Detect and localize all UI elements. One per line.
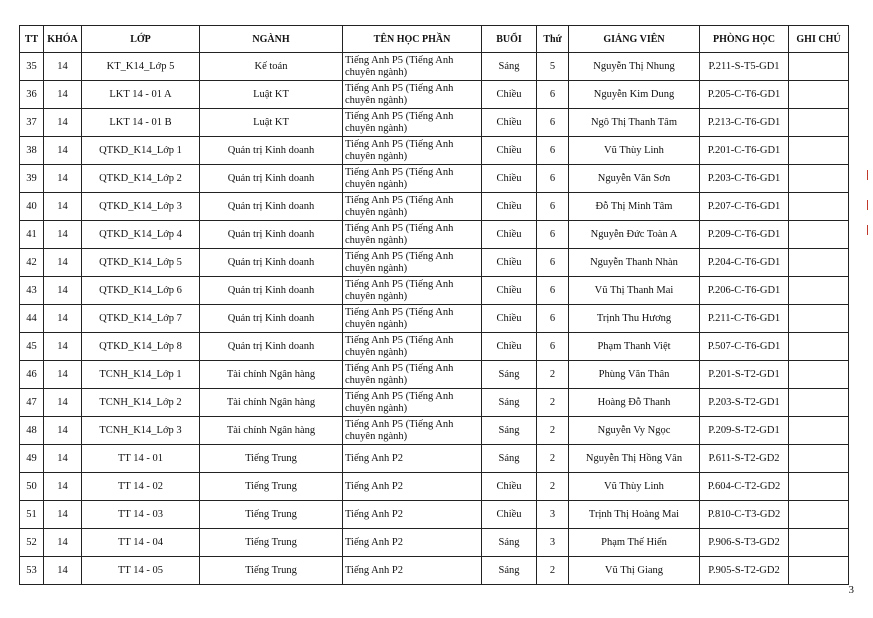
cell-nganh: Quản trị Kinh doanh <box>200 333 343 361</box>
cell-thu: 2 <box>537 445 569 473</box>
cell-ghi-chu <box>789 221 849 249</box>
cell-lop: KT_K14_Lớp 5 <box>82 53 200 81</box>
cell-lop: QTKD_K14_Lớp 4 <box>82 221 200 249</box>
cell-lop: TT 14 - 01 <box>82 445 200 473</box>
cell-tt: 52 <box>20 529 44 557</box>
cell-buoi: Sáng <box>482 445 537 473</box>
cell-ghi-chu <box>789 417 849 445</box>
cell-phong-hoc: P.209-S-T2-GD1 <box>700 417 789 445</box>
cell-giang-vien: Ngô Thị Thanh Tâm <box>569 109 700 137</box>
cell-tt: 44 <box>20 305 44 333</box>
cell-thu: 2 <box>537 361 569 389</box>
header-thu: Thứ <box>537 26 569 53</box>
cell-ten-hoc-phan: Tiếng Anh P5 (Tiếng Anh chuyên ngành) <box>343 249 482 277</box>
cell-phong-hoc: P.507-C-T6-GD1 <box>700 333 789 361</box>
cell-buoi: Chiều <box>482 193 537 221</box>
cell-tt: 53 <box>20 557 44 585</box>
cell-ten-hoc-phan: Tiếng Anh P2 <box>343 529 482 557</box>
cell-lop: LKT 14 - 01 A <box>82 81 200 109</box>
cell-ten-hoc-phan: Tiếng Anh P2 <box>343 501 482 529</box>
cell-khoa: 14 <box>44 109 82 137</box>
header-ghi-chu: GHI CHÚ <box>789 26 849 53</box>
cell-lop: QTKD_K14_Lớp 1 <box>82 137 200 165</box>
cell-buoi: Sáng <box>482 53 537 81</box>
cell-tt: 37 <box>20 109 44 137</box>
cell-ghi-chu <box>789 53 849 81</box>
cell-thu: 6 <box>537 221 569 249</box>
cell-ten-hoc-phan: Tiếng Anh P5 (Tiếng Anh chuyên ngành) <box>343 333 482 361</box>
table-row <box>20 333 849 361</box>
cell-nganh: Quản trị Kinh doanh <box>200 249 343 277</box>
cell-phong-hoc: P.206-C-T6-GD1 <box>700 277 789 305</box>
table-body <box>20 53 849 585</box>
cell-buoi: Sáng <box>482 529 537 557</box>
cell-buoi: Sáng <box>482 361 537 389</box>
cell-giang-vien: Phạm Thanh Việt <box>569 333 700 361</box>
cell-tt: 51 <box>20 501 44 529</box>
cell-lop: TCNH_K14_Lớp 1 <box>82 361 200 389</box>
table-row <box>20 305 849 333</box>
cell-thu: 6 <box>537 333 569 361</box>
cell-khoa: 14 <box>44 445 82 473</box>
cell-ten-hoc-phan: Tiếng Anh P5 (Tiếng Anh chuyên ngành) <box>343 221 482 249</box>
cell-thu: 6 <box>537 137 569 165</box>
table-row <box>20 81 849 109</box>
cell-giang-vien: Nguyễn Kim Dung <box>569 81 700 109</box>
cell-khoa: 14 <box>44 305 82 333</box>
cell-giang-vien: Vũ Thị Giang <box>569 557 700 585</box>
margin-mark <box>867 170 871 180</box>
cell-lop: TT 14 - 02 <box>82 473 200 501</box>
cell-lop: QTKD_K14_Lớp 2 <box>82 165 200 193</box>
cell-phong-hoc: P.905-S-T2-GD2 <box>700 557 789 585</box>
cell-lop: TCNH_K14_Lớp 3 <box>82 417 200 445</box>
cell-ten-hoc-phan: Tiếng Anh P5 (Tiếng Anh chuyên ngành) <box>343 417 482 445</box>
margin-mark <box>867 225 871 235</box>
table-row <box>20 361 849 389</box>
cell-khoa: 14 <box>44 81 82 109</box>
table-row <box>20 193 849 221</box>
cell-giang-vien: Phùng Văn Thân <box>569 361 700 389</box>
cell-ten-hoc-phan: Tiếng Anh P5 (Tiếng Anh chuyên ngành) <box>343 137 482 165</box>
cell-phong-hoc: P.211-C-T6-GD1 <box>700 305 789 333</box>
cell-lop: QTKD_K14_Lớp 6 <box>82 277 200 305</box>
table-row <box>20 501 849 529</box>
cell-ghi-chu <box>789 305 849 333</box>
cell-nganh: Quản trị Kinh doanh <box>200 165 343 193</box>
cell-khoa: 14 <box>44 501 82 529</box>
cell-ten-hoc-phan: Tiếng Anh P5 (Tiếng Anh chuyên ngành) <box>343 109 482 137</box>
cell-giang-vien: Nguyễn Thị Hồng Vân <box>569 445 700 473</box>
cell-ghi-chu <box>789 501 849 529</box>
cell-buoi: Chiều <box>482 249 537 277</box>
table-row <box>20 445 849 473</box>
header-giang-vien: GIẢNG VIÊN <box>569 26 700 53</box>
cell-nganh: Kế toán <box>200 53 343 81</box>
cell-phong-hoc: P.604-C-T2-GD2 <box>700 473 789 501</box>
cell-ten-hoc-phan: Tiếng Anh P5 (Tiếng Anh chuyên ngành) <box>343 305 482 333</box>
cell-ten-hoc-phan: Tiếng Anh P2 <box>343 473 482 501</box>
cell-nganh: Luật KT <box>200 81 343 109</box>
cell-giang-vien: Nguyễn Văn Sơn <box>569 165 700 193</box>
cell-khoa: 14 <box>44 277 82 305</box>
cell-giang-vien: Vũ Thùy Linh <box>569 137 700 165</box>
cell-tt: 48 <box>20 417 44 445</box>
cell-buoi: Chiều <box>482 277 537 305</box>
table-row <box>20 249 849 277</box>
cell-khoa: 14 <box>44 165 82 193</box>
cell-khoa: 14 <box>44 193 82 221</box>
cell-ghi-chu <box>789 529 849 557</box>
cell-giang-vien: Nguyễn Đức Toàn A <box>569 221 700 249</box>
table-row <box>20 529 849 557</box>
cell-giang-vien: Trịnh Thu Hương <box>569 305 700 333</box>
cell-tt: 43 <box>20 277 44 305</box>
cell-tt: 46 <box>20 361 44 389</box>
cell-lop: TT 14 - 03 <box>82 501 200 529</box>
margin-mark <box>867 200 871 210</box>
table-row <box>20 53 849 81</box>
cell-tt: 49 <box>20 445 44 473</box>
cell-phong-hoc: P.207-C-T6-GD1 <box>700 193 789 221</box>
cell-buoi: Chiều <box>482 221 537 249</box>
header-lop: LỚP <box>82 26 200 53</box>
header-row <box>20 26 849 53</box>
table-row <box>20 165 849 193</box>
cell-phong-hoc: P.209-C-T6-GD1 <box>700 221 789 249</box>
cell-khoa: 14 <box>44 473 82 501</box>
cell-phong-hoc: P.611-S-T2-GD2 <box>700 445 789 473</box>
cell-tt: 41 <box>20 221 44 249</box>
cell-tt: 47 <box>20 389 44 417</box>
cell-giang-vien: Đỗ Thị Minh Tâm <box>569 193 700 221</box>
cell-nganh: Quản trị Kinh doanh <box>200 305 343 333</box>
table-row <box>20 277 849 305</box>
cell-lop: QTKD_K14_Lớp 5 <box>82 249 200 277</box>
header-buoi: BUỔI <box>482 26 537 53</box>
cell-khoa: 14 <box>44 333 82 361</box>
cell-phong-hoc: P.201-S-T2-GD1 <box>700 361 789 389</box>
cell-khoa: 14 <box>44 389 82 417</box>
cell-lop: TT 14 - 05 <box>82 557 200 585</box>
cell-lop: QTKD_K14_Lớp 8 <box>82 333 200 361</box>
cell-ten-hoc-phan: Tiếng Anh P5 (Tiếng Anh chuyên ngành) <box>343 361 482 389</box>
cell-thu: 2 <box>537 417 569 445</box>
cell-lop: TT 14 - 04 <box>82 529 200 557</box>
table-row <box>20 473 849 501</box>
cell-tt: 36 <box>20 81 44 109</box>
cell-nganh: Tiếng Trung <box>200 557 343 585</box>
cell-buoi: Chiều <box>482 81 537 109</box>
table-row <box>20 221 849 249</box>
table-row <box>20 389 849 417</box>
cell-nganh: Tiếng Trung <box>200 473 343 501</box>
cell-nganh: Luật KT <box>200 109 343 137</box>
cell-buoi: Sáng <box>482 417 537 445</box>
cell-phong-hoc: P.201-C-T6-GD1 <box>700 137 789 165</box>
cell-giang-vien: Trịnh Thị Hoàng Mai <box>569 501 700 529</box>
cell-nganh: Quản trị Kinh doanh <box>200 221 343 249</box>
cell-giang-vien: Vũ Thùy Linh <box>569 473 700 501</box>
page-number: 3 <box>848 584 854 596</box>
cell-khoa: 14 <box>44 557 82 585</box>
cell-tt: 35 <box>20 53 44 81</box>
cell-phong-hoc: P.205-C-T6-GD1 <box>700 81 789 109</box>
cell-phong-hoc: P.906-S-T3-GD2 <box>700 529 789 557</box>
cell-tt: 45 <box>20 333 44 361</box>
cell-thu: 6 <box>537 193 569 221</box>
cell-buoi: Chiều <box>482 305 537 333</box>
cell-tt: 50 <box>20 473 44 501</box>
cell-nganh: Tiếng Trung <box>200 445 343 473</box>
cell-khoa: 14 <box>44 529 82 557</box>
cell-tt: 38 <box>20 137 44 165</box>
cell-khoa: 14 <box>44 417 82 445</box>
table-row <box>20 137 849 165</box>
cell-giang-vien: Vũ Thị Thanh Mai <box>569 277 700 305</box>
cell-phong-hoc: P.203-C-T6-GD1 <box>700 165 789 193</box>
cell-khoa: 14 <box>44 137 82 165</box>
cell-giang-vien: Phạm Thế Hiển <box>569 529 700 557</box>
cell-giang-vien: Nguyễn Thanh Nhàn <box>569 249 700 277</box>
header-khoa: KHÓA <box>44 26 82 53</box>
cell-nganh: Tiếng Trung <box>200 501 343 529</box>
cell-giang-vien: Nguyễn Vy Ngọc <box>569 417 700 445</box>
cell-lop: QTKD_K14_Lớp 3 <box>82 193 200 221</box>
cell-nganh: Quản trị Kinh doanh <box>200 277 343 305</box>
cell-ghi-chu <box>789 137 849 165</box>
cell-nganh: Tài chính Ngân hàng <box>200 417 343 445</box>
table-row <box>20 417 849 445</box>
cell-thu: 6 <box>537 305 569 333</box>
header-tt: TT <box>20 26 44 53</box>
cell-tt: 40 <box>20 193 44 221</box>
cell-thu: 3 <box>537 529 569 557</box>
cell-nganh: Tài chính Ngân hàng <box>200 361 343 389</box>
cell-ten-hoc-phan: Tiếng Anh P5 (Tiếng Anh chuyên ngành) <box>343 165 482 193</box>
cell-ghi-chu <box>789 165 849 193</box>
cell-buoi: Chiều <box>482 109 537 137</box>
cell-thu: 2 <box>537 557 569 585</box>
cell-ghi-chu <box>789 193 849 221</box>
table-row <box>20 109 849 137</box>
cell-ghi-chu <box>789 473 849 501</box>
cell-ten-hoc-phan: Tiếng Anh P5 (Tiếng Anh chuyên ngành) <box>343 81 482 109</box>
cell-ghi-chu <box>789 277 849 305</box>
cell-nganh: Quản trị Kinh doanh <box>200 137 343 165</box>
cell-tt: 42 <box>20 249 44 277</box>
cell-thu: 5 <box>537 53 569 81</box>
cell-phong-hoc: P.203-S-T2-GD1 <box>700 389 789 417</box>
cell-khoa: 14 <box>44 361 82 389</box>
cell-nganh: Tài chính Ngân hàng <box>200 389 343 417</box>
cell-ten-hoc-phan: Tiếng Anh P5 (Tiếng Anh chuyên ngành) <box>343 53 482 81</box>
cell-lop: TCNH_K14_Lớp 2 <box>82 389 200 417</box>
cell-lop: LKT 14 - 01 B <box>82 109 200 137</box>
cell-khoa: 14 <box>44 221 82 249</box>
cell-thu: 6 <box>537 277 569 305</box>
cell-giang-vien: Nguyễn Thị Nhung <box>569 53 700 81</box>
cell-buoi: Sáng <box>482 557 537 585</box>
cell-phong-hoc: P.211-S-T5-GD1 <box>700 53 789 81</box>
cell-buoi: Chiều <box>482 137 537 165</box>
cell-phong-hoc: P.213-C-T6-GD1 <box>700 109 789 137</box>
cell-ghi-chu <box>789 361 849 389</box>
cell-lop: QTKD_K14_Lớp 7 <box>82 305 200 333</box>
cell-ten-hoc-phan: Tiếng Anh P2 <box>343 445 482 473</box>
cell-thu: 6 <box>537 249 569 277</box>
cell-ten-hoc-phan: Tiếng Anh P5 (Tiếng Anh chuyên ngành) <box>343 193 482 221</box>
cell-phong-hoc: P.810-C-T3-GD2 <box>700 501 789 529</box>
cell-phong-hoc: P.204-C-T6-GD1 <box>700 249 789 277</box>
cell-ten-hoc-phan: Tiếng Anh P5 (Tiếng Anh chuyên ngành) <box>343 389 482 417</box>
cell-nganh: Quản trị Kinh doanh <box>200 193 343 221</box>
cell-ghi-chu <box>789 445 849 473</box>
cell-ten-hoc-phan: Tiếng Anh P2 <box>343 557 482 585</box>
cell-buoi: Chiều <box>482 473 537 501</box>
cell-buoi: Chiều <box>482 165 537 193</box>
cell-thu: 6 <box>537 165 569 193</box>
cell-nganh: Tiếng Trung <box>200 529 343 557</box>
schedule-table <box>19 25 849 585</box>
cell-ghi-chu <box>789 81 849 109</box>
cell-ghi-chu <box>789 249 849 277</box>
cell-tt: 39 <box>20 165 44 193</box>
header-ten-hoc-phan: TÊN HỌC PHẦN <box>343 26 482 53</box>
cell-buoi: Chiều <box>482 501 537 529</box>
header-nganh: NGÀNH <box>200 26 343 53</box>
cell-giang-vien: Hoàng Đỗ Thanh <box>569 389 700 417</box>
cell-ghi-chu <box>789 557 849 585</box>
cell-thu: 6 <box>537 81 569 109</box>
cell-khoa: 14 <box>44 249 82 277</box>
header-phong-hoc: PHÒNG HỌC <box>700 26 789 53</box>
cell-ghi-chu <box>789 109 849 137</box>
cell-thu: 6 <box>537 109 569 137</box>
cell-thu: 3 <box>537 501 569 529</box>
table-row <box>20 557 849 585</box>
cell-khoa: 14 <box>44 53 82 81</box>
cell-ghi-chu <box>789 389 849 417</box>
cell-buoi: Sáng <box>482 389 537 417</box>
cell-thu: 2 <box>537 473 569 501</box>
cell-thu: 2 <box>537 389 569 417</box>
cell-ten-hoc-phan: Tiếng Anh P5 (Tiếng Anh chuyên ngành) <box>343 277 482 305</box>
cell-ghi-chu <box>789 333 849 361</box>
cell-buoi: Chiều <box>482 333 537 361</box>
schedule-sheet <box>19 25 849 585</box>
